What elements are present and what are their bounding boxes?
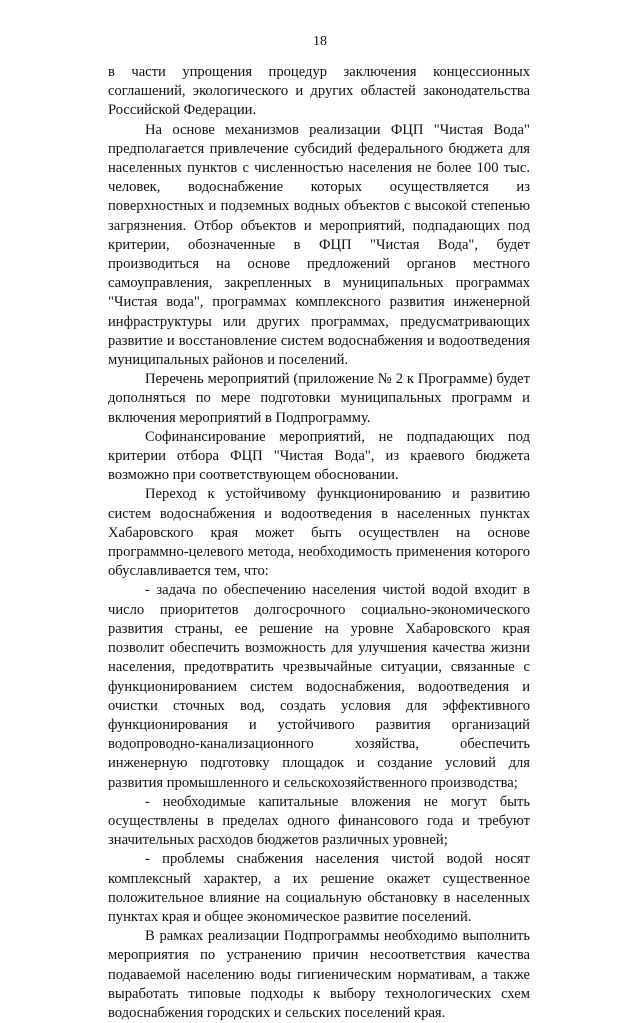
paragraph-intro-continuation: в части упрощения процедур заключения концессионных соглашений, экологического и других областей законодательства Российской Федерации. — [108, 64, 530, 119]
paragraph-activities-list: Перечень мероприятий (приложение № 2 к Программе) будет дополняться по мере подготовки муниципальных программ и включения мероприятий в Подпрограмму. — [108, 371, 530, 426]
list-item-complex-problems: - проблемы снабжения населения чистой водой носят комплексный характер, а их решение окажет существенное положительное влияние на социальную обстановку в населенных пунктах края и общее экономическое развитие поселений. — [108, 851, 530, 925]
page-number: 18 — [313, 34, 327, 49]
list-item-capital-investments: - необходимые капитальные вложения не могут быть осуществлены в пределах одного финансового года и требуют значительных расходов бюджетов различных уровней; — [108, 793, 530, 849]
paragraph-cofinancing: Софинансирование мероприятий, не подпадающих под критерии отбора ФЦП "Чистая Вода", из краевого бюджета возможно при соответствующем обосновании. — [108, 428, 530, 484]
paragraph-program-target-method: Переход к устойчивому функционированию и развитию систем водоснабжения и водоотведения в населенных пунктах Хабаровского края может быть осуществлен на основе программно-целевого метода, необходимость применения которого обуславливается тем, что: — [108, 486, 530, 580]
paragraph-federal-subsidies: На основе механизмов реализации ФЦП "Чистая Вода" предполагается привлечение субсидий федерального бюджета для населенных пунктов с численностью населения не более 100 тыс. человек, водоснабжение которых осуществляется из поверхностных и подземных водных объектов с высокой степенью загрязнения. Отбор объектов и мероприятий, подпадающих под критерии, обозначенные в ФЦП "Чистая Вода", будет производиться на основе предложений органов местного самоуправления, закрепленных в муниципальных программах "Чистая вода", программах комплексного развития инженерной инфраструктуры или других программах, предусматривающих развитие и восстановление систем водоснабжения и водоотведения муниципальных районов и поселений. — [108, 121, 530, 369]
paragraph-subprogram-measures: В рамках реализации Подпрограммы необходимо выполнить мероприятия по устранению причин несоответствия качества подаваемой населению воды гигиеническим нормативам, а также выработать типовые подходы к выбору технологических схем водоснабжения городских и сельских поселений края. — [108, 928, 530, 1021]
list-item-clean-water-priority: - задача по обеспечению населения чистой водой входит в число приоритетов долгосрочного социально-экономического развития страны, ее решение на уровне Хабаровского края позволит обеспечить возможность для улучшения качества жизни населения, предотвратить чрезвычайные ситуации, связанные с функционированием систем водоснабжения, водоотведения и очистки сточных вод, создать условия для эффективного функционирования и устойчивого развития организаций водопроводно-канализационного хозяйства, обеспечить инженерную подготовку площадок и создание условий для развития промышленного и сельскохозяйственного производства; — [108, 582, 530, 791]
body-text — [108, 63, 530, 1023]
